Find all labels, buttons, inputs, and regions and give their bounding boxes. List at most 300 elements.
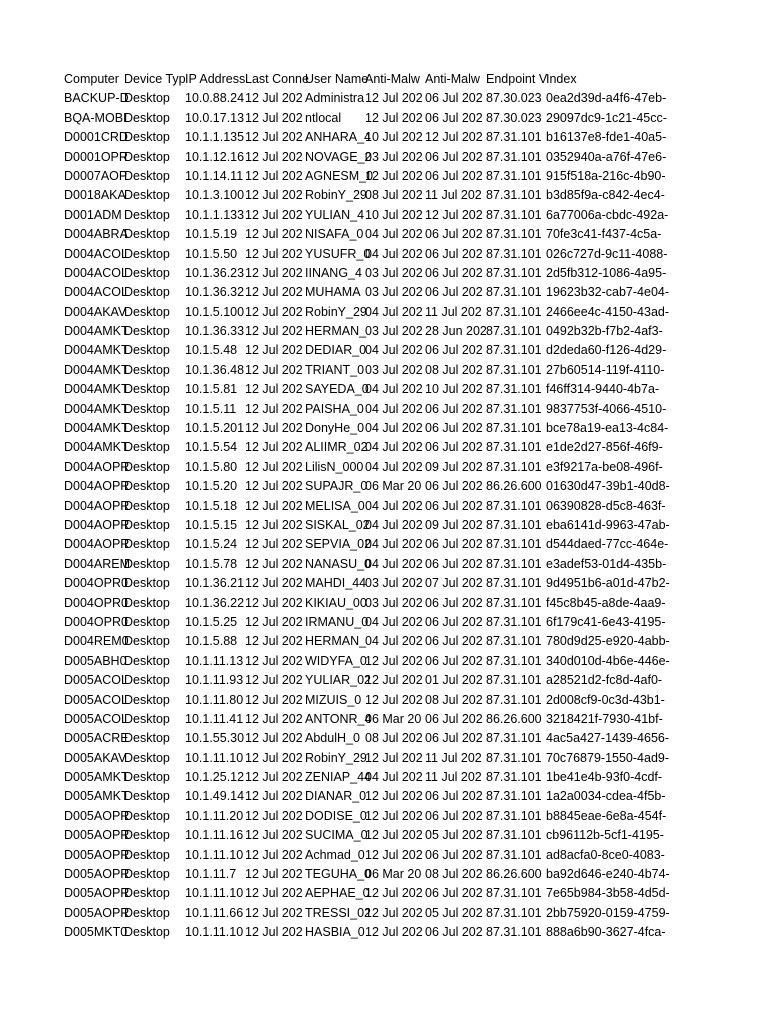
table-cell[interactable]: 10.1.36.48 xyxy=(185,362,245,377)
table-cell[interactable]: 10.1.36.32 xyxy=(185,285,245,300)
table-cell[interactable]: ALIIMR_02 xyxy=(305,440,368,455)
table-cell[interactable]: 10.1.5.19 xyxy=(185,227,238,242)
table-cell[interactable]: 6a77006a-cbdc-492a- xyxy=(546,207,669,222)
table-cell[interactable]: IINANG_4 xyxy=(305,265,362,280)
table-cell[interactable]: 08 Jul 202 xyxy=(425,362,483,377)
table-cell[interactable]: 10.1.11.93 xyxy=(185,673,244,688)
table-cell[interactable]: 0352940a-a76f-47e6- xyxy=(546,149,667,164)
table-cell[interactable]: 19623b32-cab7-4e04- xyxy=(546,285,670,300)
table-cell[interactable]: 0ea2d39d-a4f6-47eb- xyxy=(546,91,667,106)
table-cell[interactable]: D004OPR0 xyxy=(64,614,128,629)
table-cell[interactable]: AGNESM_0 xyxy=(305,168,374,183)
table-cell[interactable]: 2d008cf9-0c3d-43b1- xyxy=(546,692,665,707)
table-cell[interactable]: WIDYFA_0 xyxy=(305,653,367,668)
table-cell[interactable]: 12 Jul 202 xyxy=(245,731,303,746)
table-cell[interactable]: 11 Jul 202 xyxy=(425,750,482,765)
table-cell[interactable]: 87.31.101 xyxy=(486,362,542,377)
table-cell[interactable]: AbdulH_0 xyxy=(305,731,360,746)
table-cell[interactable]: d2deda60-f126-4d29- xyxy=(546,343,667,358)
table-cell[interactable]: Desktop xyxy=(124,789,170,804)
table-cell[interactable]: SUCIMA_0 xyxy=(305,828,368,843)
table-cell[interactable]: 11 Jul 202 xyxy=(425,770,482,785)
table-cell[interactable]: 87.30.023 xyxy=(486,110,542,125)
table-cell[interactable]: 915f518a-216c-4b90- xyxy=(546,168,666,183)
table-cell[interactable]: 05 Jul 202 xyxy=(425,905,483,920)
table-cell[interactable]: Desktop xyxy=(124,382,170,397)
table-cell[interactable]: 06 Jul 202 xyxy=(425,285,483,300)
table-cell[interactable]: 06 Jul 202 xyxy=(425,537,483,552)
table-cell[interactable]: f45c8b45-a8de-4aa9- xyxy=(546,595,666,610)
table-cell[interactable]: 06 Mar 20 xyxy=(365,711,422,726)
table-cell[interactable]: 03 Jul 202 xyxy=(365,149,423,164)
table-cell[interactable]: Desktop xyxy=(124,285,170,300)
table-cell[interactable]: 12 Jul 202 xyxy=(245,246,303,261)
table-cell[interactable]: 04 Jul 202 xyxy=(365,440,423,455)
table-cell[interactable]: 01 Jul 202 xyxy=(425,673,483,688)
table-cell[interactable]: 87.31.101 xyxy=(486,188,542,203)
table-cell[interactable]: 03 Jul 202 xyxy=(365,285,423,300)
table-cell[interactable]: D005ACRE xyxy=(64,731,129,746)
table-cell[interactable]: 12 Jul 202 xyxy=(365,673,423,688)
table-cell[interactable]: 10.1.5.88 xyxy=(185,634,238,649)
table-cell[interactable]: 12 Jul 202 xyxy=(365,925,423,940)
table-cell[interactable]: D004ACOL xyxy=(64,285,128,300)
table-cell[interactable]: 06 Jul 202 xyxy=(425,149,483,164)
table-cell[interactable]: 87.31.101 xyxy=(486,692,542,707)
table-cell[interactable]: d544daed-77cc-464e- xyxy=(546,537,669,552)
table-cell[interactable]: 12 Jul 202 xyxy=(365,692,423,707)
table-cell[interactable]: D004AOPR xyxy=(64,459,130,474)
table-cell[interactable]: 87.30.023 xyxy=(486,91,542,106)
table-cell[interactable]: DODISE_0 xyxy=(305,808,367,823)
table-cell[interactable]: ba92d646-e240-4b74- xyxy=(546,867,670,882)
table-cell[interactable]: 2466ee4c-4150-43ad- xyxy=(546,304,670,319)
table-cell[interactable]: 06 Jul 202 xyxy=(425,595,483,610)
header-cell[interactable]: IP Address xyxy=(185,72,246,86)
table-cell[interactable]: D004OPR0 xyxy=(64,595,128,610)
table-cell[interactable]: 87.31.101 xyxy=(486,537,542,552)
table-cell[interactable]: 12 Jul 202 xyxy=(245,537,303,552)
table-cell[interactable]: Desktop xyxy=(124,537,170,552)
table-cell[interactable]: 04 Jul 202 xyxy=(365,770,423,785)
table-cell[interactable]: 12 Jul 202 xyxy=(425,130,483,145)
table-cell[interactable]: 06 Jul 202 xyxy=(425,246,483,261)
table-cell[interactable]: 87.31.101 xyxy=(486,343,542,358)
table-cell[interactable]: Desktop xyxy=(124,246,170,261)
table-cell[interactable]: Desktop xyxy=(124,479,170,494)
table-cell[interactable]: 03 Jul 202 xyxy=(365,324,423,339)
table-cell[interactable]: 06 Jul 202 xyxy=(425,634,483,649)
table-cell[interactable]: 12 Jul 202 xyxy=(245,595,303,610)
table-cell[interactable]: 08 Jul 202 xyxy=(365,188,423,203)
table-cell[interactable]: D005AOPR xyxy=(64,847,130,862)
table-cell[interactable]: 10.1.5.50 xyxy=(185,246,238,261)
table-cell[interactable]: 12 Jul 202 xyxy=(245,91,303,106)
table-cell[interactable]: Desktop xyxy=(124,130,170,145)
table-cell[interactable]: b16137e8-fde1-40a5- xyxy=(546,130,667,145)
table-cell[interactable]: 06 Jul 202 xyxy=(425,847,483,862)
table-cell[interactable]: Desktop xyxy=(124,653,170,668)
table-cell[interactable]: D005ACOL xyxy=(64,692,128,707)
table-cell[interactable]: 10.1.5.11 xyxy=(185,401,237,416)
table-cell[interactable]: 9d4951b6-a01d-47b2- xyxy=(546,576,670,591)
table-cell[interactable]: 12 Jul 202 xyxy=(245,207,303,222)
table-cell[interactable]: Desktop xyxy=(124,770,170,785)
table-cell[interactable]: Desktop xyxy=(124,149,170,164)
table-cell[interactable]: Administra xyxy=(305,91,365,106)
table-cell[interactable]: HERMAN_ xyxy=(305,634,367,649)
table-cell[interactable]: AEPHAE_0 xyxy=(305,886,370,901)
table-cell[interactable]: 10.1.11.13 xyxy=(185,653,244,668)
table-cell[interactable]: 87.31.101 xyxy=(486,886,542,901)
table-cell[interactable]: Desktop xyxy=(124,188,170,203)
table-cell[interactable]: 87.31.101 xyxy=(486,440,542,455)
table-cell[interactable]: 06 Jul 202 xyxy=(425,110,483,125)
table-cell[interactable]: SEPVIA_02 xyxy=(305,537,372,552)
table-cell[interactable]: Desktop xyxy=(124,227,170,242)
table-cell[interactable]: 06 Jul 202 xyxy=(425,653,483,668)
table-cell[interactable]: 29097dc9-1c21-45cc- xyxy=(546,110,667,125)
table-cell[interactable]: 87.31.101 xyxy=(486,459,542,474)
table-cell[interactable]: Desktop xyxy=(124,634,170,649)
table-cell[interactable]: 87.31.101 xyxy=(486,847,542,862)
table-cell[interactable]: D0018AKA xyxy=(64,188,126,203)
table-cell[interactable]: D004AREM xyxy=(64,556,130,571)
table-cell[interactable]: 87.31.101 xyxy=(486,304,542,319)
table-cell[interactable]: Desktop xyxy=(124,711,170,726)
table-cell[interactable]: 04 Jul 202 xyxy=(365,459,423,474)
table-cell[interactable]: 12 Jul 202 xyxy=(245,440,303,455)
table-cell[interactable]: NISAFA_0 xyxy=(305,227,364,242)
table-cell[interactable]: 06 Jul 202 xyxy=(425,265,483,280)
table-cell[interactable]: 12 Jul 202 xyxy=(245,362,303,377)
table-cell[interactable]: 10.1.5.78 xyxy=(185,556,238,571)
table-cell[interactable]: Desktop xyxy=(124,925,170,940)
table-cell[interactable]: 04 Jul 202 xyxy=(365,537,423,552)
table-cell[interactable]: 87.31.101 xyxy=(486,324,542,339)
table-cell[interactable]: 28 Jun 202 xyxy=(425,324,487,339)
table-cell[interactable]: 10.1.5.25 xyxy=(185,614,238,629)
header-cell[interactable]: Last Conne xyxy=(245,72,309,86)
table-cell[interactable]: 10.1.1.135 xyxy=(185,130,245,145)
table-cell[interactable]: 86.26.600 xyxy=(486,711,542,726)
table-cell[interactable]: ad8acfa0-8ce0-4083- xyxy=(546,847,665,862)
table-cell[interactable]: 10.1.11.66 xyxy=(185,905,244,920)
table-cell[interactable]: 12 Jul 202 xyxy=(245,867,303,882)
table-cell[interactable]: RobinY_29 xyxy=(305,750,367,765)
table-cell[interactable]: Desktop xyxy=(124,556,170,571)
table-cell[interactable]: D005AMKT xyxy=(64,770,129,785)
table-cell[interactable]: 10.1.11.7 xyxy=(185,867,237,882)
table-cell[interactable]: 87.31.101 xyxy=(486,498,542,513)
table-cell[interactable]: 10.1.3.100 xyxy=(185,188,245,203)
table-cell[interactable]: 10.1.49.14 xyxy=(185,789,245,804)
table-cell[interactable]: 87.31.101 xyxy=(486,750,542,765)
table-cell[interactable]: 06 Jul 202 xyxy=(425,614,483,629)
table-cell[interactable]: MIZUIS_0 xyxy=(305,692,362,707)
header-cell[interactable]: Anti-Malw xyxy=(425,72,480,86)
table-cell[interactable]: 06 Mar 20 xyxy=(365,867,422,882)
table-cell[interactable]: 03 Jul 202 xyxy=(365,576,423,591)
table-cell[interactable]: 04 Jul 202 xyxy=(365,246,423,261)
table-cell[interactable]: 87.31.101 xyxy=(486,595,542,610)
table-cell[interactable]: 87.31.101 xyxy=(486,517,542,532)
table-cell[interactable]: HASBIA_0 xyxy=(305,925,365,940)
table-cell[interactable]: cb96112b-5cf1-4195- xyxy=(546,828,664,843)
table-cell[interactable]: D004ACOL xyxy=(64,246,128,261)
table-cell[interactable]: 4ac5a427-1439-4656- xyxy=(546,731,670,746)
table-cell[interactable]: 87.31.101 xyxy=(486,770,542,785)
table-cell[interactable]: Desktop xyxy=(124,886,170,901)
table-cell[interactable]: TEGUHA_0 xyxy=(305,867,371,882)
table-cell[interactable]: 10.1.11.10 xyxy=(185,750,244,765)
table-cell[interactable]: 12 Jul 202 xyxy=(245,459,303,474)
table-cell[interactable]: 87.31.101 xyxy=(486,401,542,416)
table-cell[interactable]: D005MKT0 xyxy=(64,925,128,940)
table-cell[interactable]: 06 Jul 202 xyxy=(425,556,483,571)
table-cell[interactable]: 10 Jul 202 xyxy=(365,130,423,145)
table-cell[interactable]: 70c76879-1550-4ad9- xyxy=(546,750,670,765)
table-cell[interactable]: 06 Jul 202 xyxy=(425,227,483,242)
table-cell[interactable]: 12 Jul 202 xyxy=(365,750,423,765)
table-cell[interactable]: f46ff314-9440-4b7a- xyxy=(546,382,660,397)
table-cell[interactable]: 10.1.11.16 xyxy=(185,828,244,843)
table-cell[interactable]: 12 Jul 202 xyxy=(245,925,303,940)
table-cell[interactable]: D004AMKT xyxy=(64,343,129,358)
table-cell[interactable]: 12 Jul 202 xyxy=(365,828,423,843)
table-cell[interactable]: D005ACOL xyxy=(64,711,128,726)
table-cell[interactable]: 12 Jul 202 xyxy=(245,673,303,688)
table-cell[interactable]: D004AMKT xyxy=(64,324,129,339)
table-cell[interactable]: 12 Jul 202 xyxy=(245,149,303,164)
table-cell[interactable]: 06 Jul 202 xyxy=(425,789,483,804)
table-cell[interactable]: 10.1.5.18 xyxy=(185,498,238,513)
table-cell[interactable]: e1de2d27-856f-46f9- xyxy=(546,440,663,455)
table-cell[interactable]: 12 Jul 202 xyxy=(245,227,303,242)
table-cell[interactable]: 04 Jul 202 xyxy=(365,304,423,319)
table-cell[interactable]: Desktop xyxy=(124,91,170,106)
table-cell[interactable]: 06 Jul 202 xyxy=(425,91,483,106)
table-cell[interactable]: 12 Jul 202 xyxy=(245,789,303,804)
table-cell[interactable]: 04 Jul 202 xyxy=(365,498,423,513)
table-cell[interactable]: 12 Jul 202 xyxy=(245,401,303,416)
table-cell[interactable]: RobinY_29 xyxy=(305,188,367,203)
table-cell[interactable]: 12 Jul 202 xyxy=(245,886,303,901)
table-cell[interactable]: 12 Jul 202 xyxy=(245,265,303,280)
table-cell[interactable]: 12 Jul 202 xyxy=(245,556,303,571)
table-cell[interactable]: 12 Jul 202 xyxy=(245,750,303,765)
table-cell[interactable]: 888a6b90-3627-4fca- xyxy=(546,925,666,940)
table-cell[interactable]: 2bb75920-0159-4759- xyxy=(546,905,670,920)
table-cell[interactable]: 12 Jul 202 xyxy=(365,91,423,106)
table-cell[interactable]: 05 Jul 202 xyxy=(425,828,483,843)
table-cell[interactable]: D004REM0 xyxy=(64,634,129,649)
table-cell[interactable]: SUPAJR_0 xyxy=(305,479,368,494)
table-cell[interactable]: 6f179c41-6e43-4195- xyxy=(546,614,666,629)
table-cell[interactable]: 70fe3c41-f437-4c5a- xyxy=(546,227,662,242)
table-cell[interactable]: 04 Jul 202 xyxy=(365,343,423,358)
table-cell[interactable]: 3218421f-7930-41bf- xyxy=(546,711,663,726)
table-cell[interactable]: D004AMKT xyxy=(64,362,129,377)
table-cell[interactable]: 10.0.17.13 xyxy=(185,110,245,125)
header-cell[interactable]: Endpoint V xyxy=(486,72,548,86)
table-cell[interactable]: 04 Jul 202 xyxy=(365,227,423,242)
header-cell[interactable]: Anti-Malw xyxy=(365,72,420,86)
table-cell[interactable]: SISKAL_02 xyxy=(305,517,370,532)
table-cell[interactable]: Desktop xyxy=(124,731,170,746)
table-cell[interactable]: 04 Jul 202 xyxy=(365,382,423,397)
table-cell[interactable]: 10.1.11.41 xyxy=(185,711,244,726)
table-cell[interactable]: HERMAN_ xyxy=(305,324,367,339)
table-cell[interactable]: 12 Jul 202 xyxy=(245,614,303,629)
table-cell[interactable]: 06 Jul 202 xyxy=(425,343,483,358)
table-cell[interactable]: 12 Jul 202 xyxy=(245,498,303,513)
table-cell[interactable]: D001ADM xyxy=(64,207,122,222)
table-cell[interactable]: 12 Jul 202 xyxy=(245,324,303,339)
table-cell[interactable]: 87.31.101 xyxy=(486,285,542,300)
table-cell[interactable]: 10.1.5.201 xyxy=(185,421,245,436)
table-cell[interactable]: 10.1.25.12 xyxy=(185,770,245,785)
table-cell[interactable]: 12 Jul 202 xyxy=(365,905,423,920)
table-cell[interactable]: 06 Jul 202 xyxy=(425,808,483,823)
table-cell[interactable]: D0001CRD xyxy=(64,130,128,145)
table-cell[interactable]: 10.1.5.48 xyxy=(185,343,238,358)
table-cell[interactable]: 11 Jul 202 xyxy=(425,188,482,203)
table-cell[interactable]: 87.31.101 xyxy=(486,227,542,242)
table-cell[interactable]: 87.31.101 xyxy=(486,905,542,920)
table-cell[interactable]: Desktop xyxy=(124,440,170,455)
table-cell[interactable]: DonyHe_0 xyxy=(305,421,365,436)
table-cell[interactable]: RobinY_29 xyxy=(305,304,367,319)
table-cell[interactable]: 12 Jul 202 xyxy=(365,168,423,183)
table-cell[interactable]: Desktop xyxy=(124,517,170,532)
table-cell[interactable]: D005ACOL xyxy=(64,673,128,688)
table-cell[interactable]: D0007AOP xyxy=(64,168,128,183)
table-cell[interactable]: 10.1.36.33 xyxy=(185,324,245,339)
table-cell[interactable]: 07 Jul 202 xyxy=(425,576,483,591)
table-cell[interactable]: 780d9d25-e920-4abb- xyxy=(546,634,670,649)
table-cell[interactable]: 10.1.11.10 xyxy=(185,847,244,862)
table-cell[interactable]: 12 Jul 202 xyxy=(245,576,303,591)
table-cell[interactable]: 10.1.11.80 xyxy=(185,692,244,707)
table-cell[interactable]: 06 Jul 202 xyxy=(425,731,483,746)
table-cell[interactable]: e3adef53-01d4-435b- xyxy=(546,556,667,571)
table-cell[interactable]: D005AMKT xyxy=(64,789,129,804)
table-cell[interactable]: 12 Jul 202 xyxy=(365,847,423,862)
table-cell[interactable]: 03 Jul 202 xyxy=(365,362,423,377)
table-cell[interactable]: 2d5fb312-1086-4a95- xyxy=(546,265,667,280)
table-cell[interactable]: D004ABRA xyxy=(64,227,128,242)
table-cell[interactable]: 10.1.5.54 xyxy=(185,440,238,455)
table-cell[interactable]: 87.31.101 xyxy=(486,789,542,804)
table-cell[interactable]: 10.1.11.10 xyxy=(185,925,244,940)
table-cell[interactable]: Desktop xyxy=(124,498,170,513)
table-cell[interactable]: ntlocal xyxy=(305,110,342,125)
table-cell[interactable]: ZENIAP_44 xyxy=(305,770,372,785)
table-cell[interactable]: SAYEDA_0 xyxy=(305,382,369,397)
table-cell[interactable]: Desktop xyxy=(124,304,170,319)
table-cell[interactable]: LilisN_000 xyxy=(305,459,364,474)
table-cell[interactable]: D005AOPR xyxy=(64,867,130,882)
table-cell[interactable]: 10 Jul 202 xyxy=(425,382,483,397)
table-cell[interactable]: 12 Jul 202 xyxy=(245,692,303,707)
table-cell[interactable]: 01630d47-39b1-40d8- xyxy=(546,479,670,494)
table-cell[interactable]: D004AMKT xyxy=(64,382,129,397)
table-cell[interactable]: 12 Jul 202 xyxy=(245,110,303,125)
table-cell[interactable]: 12 Jul 202 xyxy=(245,421,303,436)
table-cell[interactable]: Desktop xyxy=(124,421,170,436)
table-cell[interactable]: PAISHA_0 xyxy=(305,401,364,416)
table-cell[interactable]: 87.31.101 xyxy=(486,673,542,688)
table-cell[interactable]: 06 Jul 202 xyxy=(425,168,483,183)
table-cell[interactable]: D0001OPR xyxy=(64,149,128,164)
table-cell[interactable]: YUSUFR_0 xyxy=(305,246,371,261)
table-cell[interactable]: IRMANU_0 xyxy=(305,614,369,629)
table-cell[interactable]: D004ACOL xyxy=(64,265,128,280)
table-cell[interactable]: 87.31.101 xyxy=(486,828,542,843)
header-cell[interactable]: Index xyxy=(546,72,577,86)
table-cell[interactable]: D005AOPR xyxy=(64,905,130,920)
table-cell[interactable]: D004OPR0 xyxy=(64,576,128,591)
table-cell[interactable]: 87.31.101 xyxy=(486,614,542,629)
table-cell[interactable]: 12 Jul 202 xyxy=(245,711,303,726)
table-cell[interactable]: 12 Jul 202 xyxy=(365,808,423,823)
table-cell[interactable]: bce78a19-ea13-4c84- xyxy=(546,421,669,436)
table-cell[interactable]: 10.1.5.100 xyxy=(185,304,245,319)
table-cell[interactable]: D005AOPR xyxy=(64,828,130,843)
table-cell[interactable]: 10.1.11.10 xyxy=(185,886,244,901)
table-cell[interactable]: KIKIAU_00 xyxy=(305,595,367,610)
table-cell[interactable]: 10.1.12.16 xyxy=(185,149,245,164)
table-cell[interactable]: Desktop xyxy=(124,110,170,125)
table-cell[interactable]: Desktop xyxy=(124,459,170,474)
table-cell[interactable]: eba6141d-9963-47ab- xyxy=(546,517,670,532)
table-cell[interactable]: 06 Jul 202 xyxy=(425,401,483,416)
table-cell[interactable]: BQA-MOBI xyxy=(64,110,127,125)
table-cell[interactable]: D004AOPR xyxy=(64,498,130,513)
table-cell[interactable]: 10.1.5.81 xyxy=(185,382,238,397)
table-cell[interactable]: 12 Jul 202 xyxy=(245,343,303,358)
table-cell[interactable]: Desktop xyxy=(124,847,170,862)
table-cell[interactable]: NOVAGE_2 xyxy=(305,149,372,164)
table-cell[interactable]: 04 Jul 202 xyxy=(365,556,423,571)
table-cell[interactable]: 04 Jul 202 xyxy=(365,401,423,416)
table-cell[interactable]: 87.31.101 xyxy=(486,265,542,280)
table-cell[interactable]: 7e65b984-3b58-4d5d- xyxy=(546,886,670,901)
table-cell[interactable]: 04 Jul 202 xyxy=(365,614,423,629)
table-cell[interactable]: Desktop xyxy=(124,207,170,222)
table-cell[interactable]: 10.1.5.24 xyxy=(185,537,238,552)
table-cell[interactable]: 12 Jul 202 xyxy=(245,382,303,397)
table-cell[interactable]: 03 Jul 202 xyxy=(365,595,423,610)
table-cell[interactable]: 87.31.101 xyxy=(486,168,542,183)
table-cell[interactable]: 06 Jul 202 xyxy=(425,886,483,901)
table-cell[interactable]: 04 Jul 202 xyxy=(365,517,423,532)
header-cell[interactable]: Device Typ xyxy=(124,72,186,86)
table-cell[interactable]: D004AOPR xyxy=(64,537,130,552)
table-cell[interactable]: 06 Jul 202 xyxy=(425,498,483,513)
table-cell[interactable]: MAHDI_44 xyxy=(305,576,367,591)
table-cell[interactable]: 10.0.88.24 xyxy=(185,91,245,106)
table-cell[interactable]: 12 Jul 202 xyxy=(245,634,303,649)
table-cell[interactable]: Desktop xyxy=(124,362,170,377)
table-cell[interactable]: 10.1.36.23 xyxy=(185,265,245,280)
table-cell[interactable]: D004AMKT xyxy=(64,401,129,416)
table-cell[interactable]: 86.26.600 xyxy=(486,479,542,494)
table-cell[interactable]: D005AKAV xyxy=(64,750,127,765)
table-cell[interactable]: MUHAMA xyxy=(305,285,361,300)
table-cell[interactable]: D004AKAV xyxy=(64,304,127,319)
